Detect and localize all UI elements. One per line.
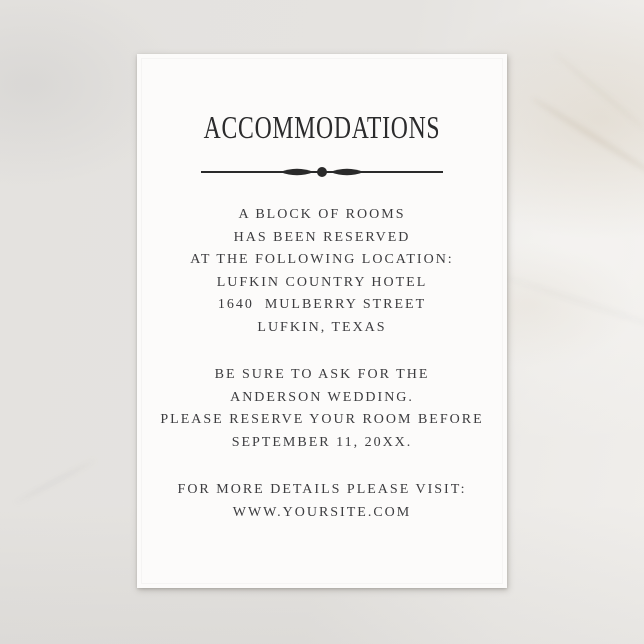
text-line: LUFKIN COUNTRY HOTEL: [216, 274, 428, 290]
text-line: BE SURE TO ASK FOR THE: [214, 367, 430, 382]
paragraph-location: [137, 204, 507, 339]
text-line: A BLOCK OF ROOMS: [238, 207, 406, 222]
ornament-divider-icon: [201, 164, 443, 180]
diamond-right-icon: [330, 169, 364, 176]
text-line: AT THE FOLLOWING LOCATION:: [190, 252, 454, 267]
text-line: SEPTEMBER 11, 20XX.: [231, 434, 413, 450]
accommodations-card: [137, 54, 507, 588]
diamond-left-icon: [280, 169, 314, 176]
marble-vein: [503, 275, 644, 327]
paragraph-reservation: [137, 364, 507, 454]
marble-vein: [15, 459, 96, 504]
card-title: ACCOMMODATIONS: [203, 109, 441, 145]
text-line: PLEASE RESERVE YOUR ROOM BEFORE: [160, 412, 484, 427]
paragraph-website: [137, 479, 507, 524]
text-line: WWW.YOURSITE.COM: [232, 504, 412, 520]
text-line: ANDERSON WEDDING.: [230, 389, 414, 405]
text-line: LUFKIN, TEXAS: [257, 319, 387, 335]
card-body: [137, 204, 507, 524]
text-line: HAS BEEN RESERVED: [233, 229, 411, 245]
marble-vein: [530, 96, 644, 180]
text-line: FOR MORE DETAILS PLEASE VISIT:: [177, 482, 467, 497]
text-line: 1640 MULBERRY STREET: [217, 297, 427, 312]
center-dot-icon: [317, 167, 327, 177]
